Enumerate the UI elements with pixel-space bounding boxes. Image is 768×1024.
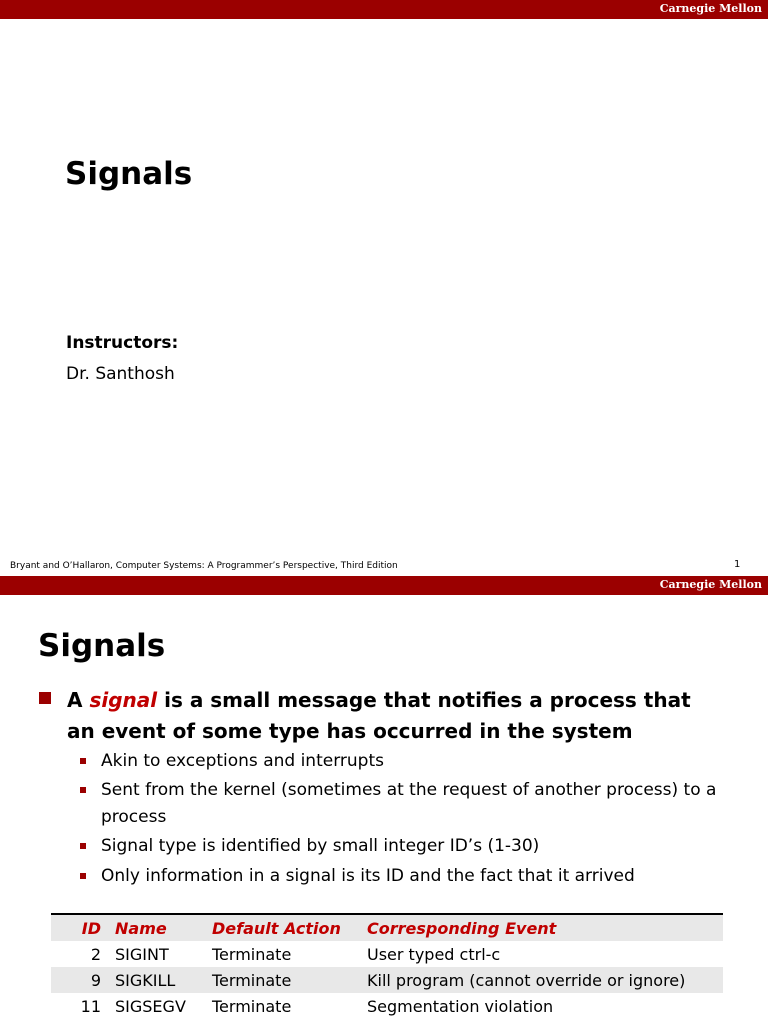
sub-bullet-icon bbox=[80, 787, 86, 793]
sub-bullet: Sent from the kernel (sometimes at the request of another process) to a process bbox=[101, 780, 717, 827]
page-number: 1 bbox=[734, 559, 741, 570]
instructor-name: Dr. Santhosh bbox=[66, 364, 175, 384]
sub-bullet-icon bbox=[80, 873, 86, 879]
brand-label: Carnegie Mellon bbox=[659, 2, 762, 15]
table-row bbox=[51, 967, 723, 993]
sub-bullet: Signal type is identified by small integer ID’s (1-30) bbox=[101, 836, 540, 856]
bullet-prefix: A bbox=[67, 688, 83, 712]
cell-name: SIGSEGV bbox=[115, 996, 186, 1016]
col-header-action: Default Action bbox=[212, 918, 341, 938]
cell-name: SIGINT bbox=[115, 944, 169, 964]
slide-title: Signals bbox=[65, 156, 193, 192]
cell-action: Terminate bbox=[212, 970, 292, 990]
cell-id: 11 bbox=[80, 996, 101, 1016]
col-header-name: Name bbox=[115, 918, 167, 938]
cell-event: Kill program (cannot override or ignore) bbox=[367, 970, 686, 990]
cell-action: Terminate bbox=[212, 996, 292, 1016]
slide-footer: Bryant and O’Hallaron, Computer Systems: A Programmer’s Perspective, Third Edition bbox=[10, 561, 398, 571]
sub-bullet-icon bbox=[80, 843, 86, 849]
sub-bullet: Akin to exceptions and interrupts bbox=[101, 751, 384, 771]
bullet-highlight: signal bbox=[89, 688, 158, 712]
cell-name: SIGKILL bbox=[115, 970, 176, 990]
cell-event: User typed ctrl-c bbox=[367, 944, 501, 964]
col-header-id: ID bbox=[81, 918, 101, 938]
table-row bbox=[51, 941, 723, 967]
cell-id: 9 bbox=[90, 970, 101, 990]
header-bar-2 bbox=[0, 576, 768, 595]
main-bullet bbox=[67, 685, 707, 747]
sub-bullet-icon bbox=[80, 758, 86, 764]
instructors-label: Instructors: bbox=[66, 333, 179, 353]
cell-event: Segmentation violation bbox=[367, 996, 554, 1016]
table-row bbox=[51, 993, 723, 1019]
cell-action: Terminate bbox=[212, 944, 292, 964]
col-header-event: Corresponding Event bbox=[367, 918, 557, 938]
cell-id: 2 bbox=[90, 944, 101, 964]
table-header-row bbox=[51, 914, 723, 941]
slide-title-2: Signals bbox=[38, 628, 166, 664]
signals-table bbox=[51, 913, 723, 1019]
sub-bullet: Only information in a signal is its ID and the fact that it arrived bbox=[101, 866, 635, 886]
header-bar bbox=[0, 0, 768, 19]
bullet-square-icon bbox=[39, 692, 51, 704]
brand-label-2: Carnegie Mellon bbox=[659, 578, 762, 591]
bullet-rest: is a small message that notifies a process that an event of some type has occurred in the system bbox=[67, 688, 691, 743]
